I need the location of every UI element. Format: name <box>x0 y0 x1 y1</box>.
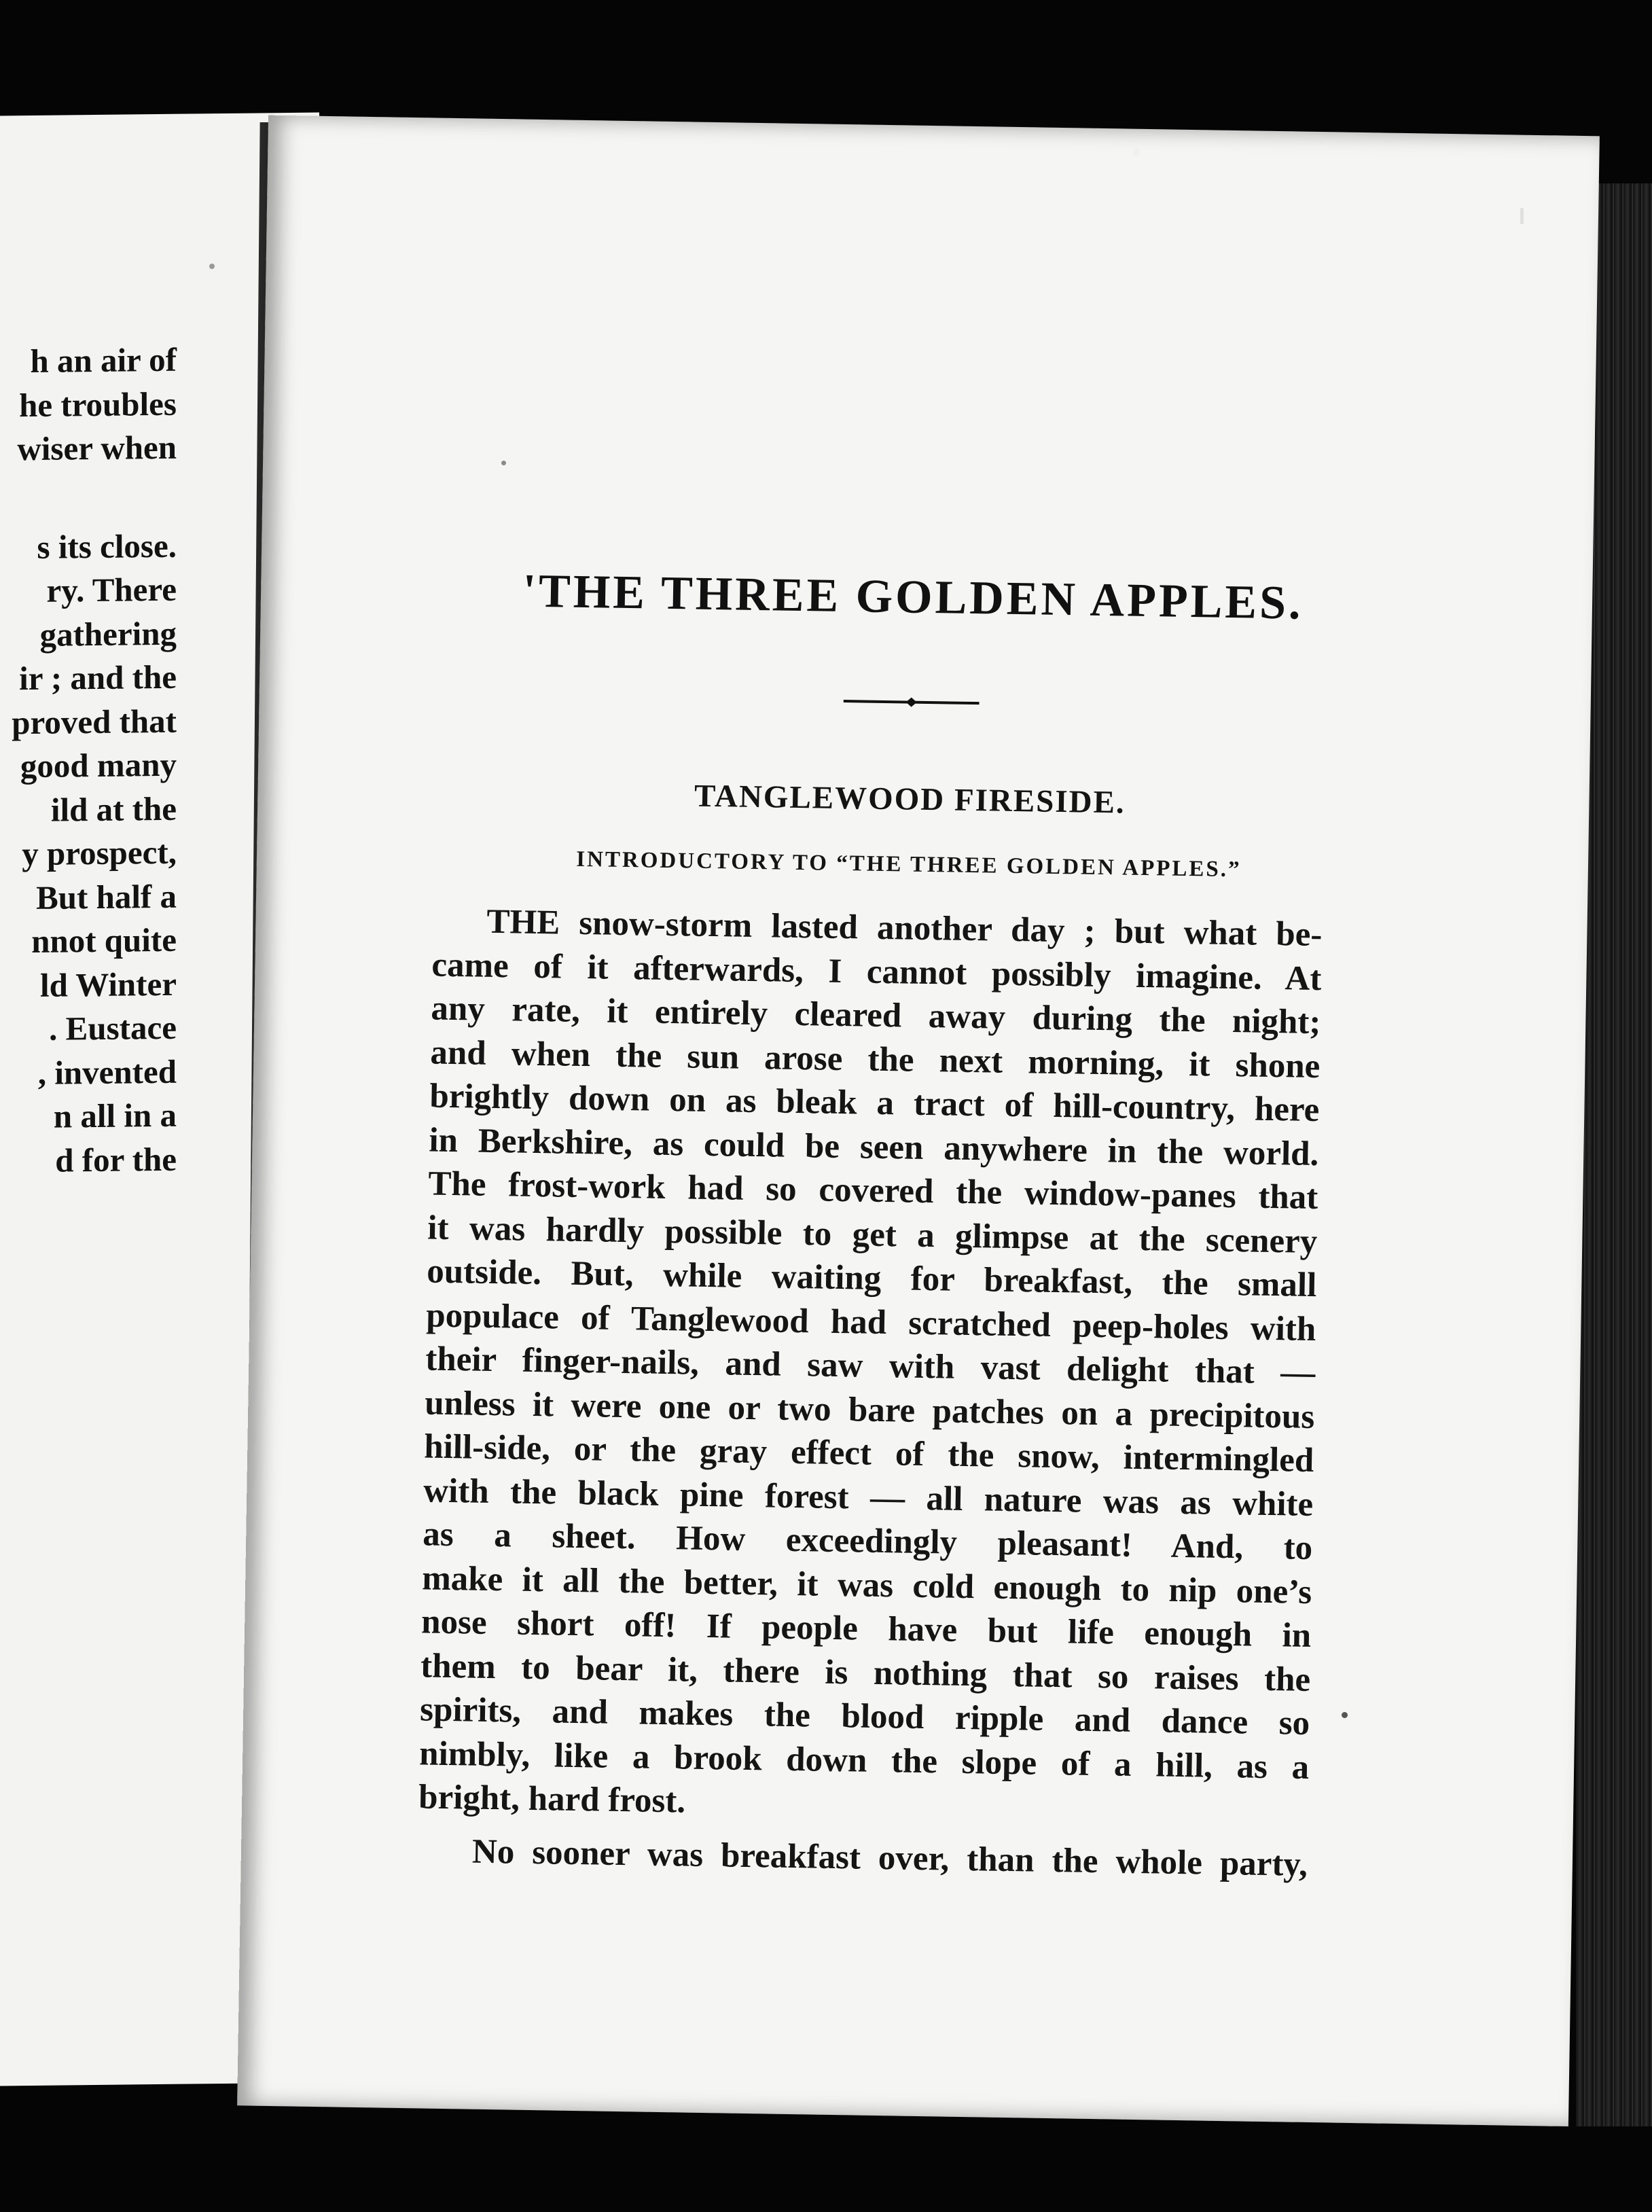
text-line: hill-side, or the gray effect of the snow, intermingled <box>423 1427 1314 1480</box>
text-line: No sooner was breakfast over, than the whole party, <box>471 1832 1308 1884</box>
left-line: . Eustace <box>49 1008 177 1048</box>
text-line: populace of Tanglewood had scratched peep-holes with <box>425 1296 1316 1349</box>
drop-lead: THE <box>486 902 560 942</box>
scan-speck <box>209 264 215 269</box>
left-line: , invented <box>37 1052 177 1092</box>
left-line: he troubles <box>19 385 177 424</box>
text-line: brightly down on as bleak a tract of hill-country, here <box>429 1077 1320 1130</box>
body-text <box>418 899 1323 1887</box>
left-line: good many <box>20 745 177 785</box>
introductory-heading: INTRODUCTORY TO “THE THREE GOLDEN APPLES.” <box>575 846 1242 882</box>
text-line: it was hardly possible to get a glimpse at the scenery <box>427 1208 1318 1261</box>
left-line: ir ; and the <box>19 658 177 698</box>
left-line: y prospect, <box>22 833 177 873</box>
left-line: wiser when <box>17 428 177 468</box>
left-page-text <box>0 338 177 1188</box>
text-line: and when the sun arose the next morning, it shone <box>430 1033 1321 1086</box>
title-ornament <box>844 695 980 709</box>
text-line: in Berkshire, as could be seen anywhere in the world. <box>429 1121 1319 1173</box>
left-line: h an air of <box>30 340 177 380</box>
scan-speck <box>1520 208 1524 224</box>
text-line: came of it afterwards, I cannot possibly imagine. At <box>431 946 1322 998</box>
right-page <box>237 115 1600 2126</box>
text-line: nose short off! If people have but life enough in <box>420 1603 1312 1655</box>
left-line: ld Winter <box>39 965 177 1004</box>
text-line: unless it were one or two bare patches on a precipitous <box>424 1383 1315 1436</box>
text-line: with the black pine forest — all nature was as white <box>423 1471 1314 1524</box>
page-content <box>418 118 1382 1884</box>
text-line: any rate, it entirely cleared away during the night; <box>431 989 1321 1042</box>
left-line: ild at the <box>50 789 177 829</box>
left-line: But half a <box>36 877 177 916</box>
left-paragraph-gap <box>0 469 177 530</box>
left-line: s its close. <box>37 527 177 566</box>
scan-speck <box>1342 1712 1348 1718</box>
scan-speck <box>501 461 506 465</box>
scan-speck <box>1133 148 1140 156</box>
left-line: proved that <box>12 702 177 741</box>
section-subtitle: TANGLEWOOD FIRESIDE. <box>694 778 1126 821</box>
chapter-title: 'THE THREE GOLDEN APPLES. <box>522 565 1304 630</box>
text-line: make it all the better, it was cold enough to nip one’s <box>421 1558 1312 1611</box>
left-line: n all in a <box>53 1096 177 1135</box>
text-line: The frost-work had so covered the window-panes that <box>428 1164 1318 1217</box>
left-line: nnot quite <box>31 921 177 960</box>
text-line: their finger-nails, and saw with vast delight that — <box>425 1340 1316 1393</box>
text-line: spirits, and makes the blood ripple and dance so <box>419 1690 1310 1743</box>
left-line: d for the <box>55 1140 177 1179</box>
text-line: nimbly, like a brook down the slope of a hill, as a <box>418 1734 1310 1787</box>
text-line: bright, hard frost. <box>418 1778 686 1821</box>
left-line: gathering <box>39 614 177 654</box>
text-line: them to bear it, there is nothing that so raises the <box>420 1646 1311 1699</box>
text-line: as a sheet. How exceedingly pleasant! And, to <box>422 1515 1313 1568</box>
text-line: outside. But, while waiting for breakfast, the small <box>426 1252 1317 1305</box>
text-line-rest: snow-storm lasted another day ; but what be- <box>559 904 1323 955</box>
left-line: ry. There <box>46 570 177 609</box>
